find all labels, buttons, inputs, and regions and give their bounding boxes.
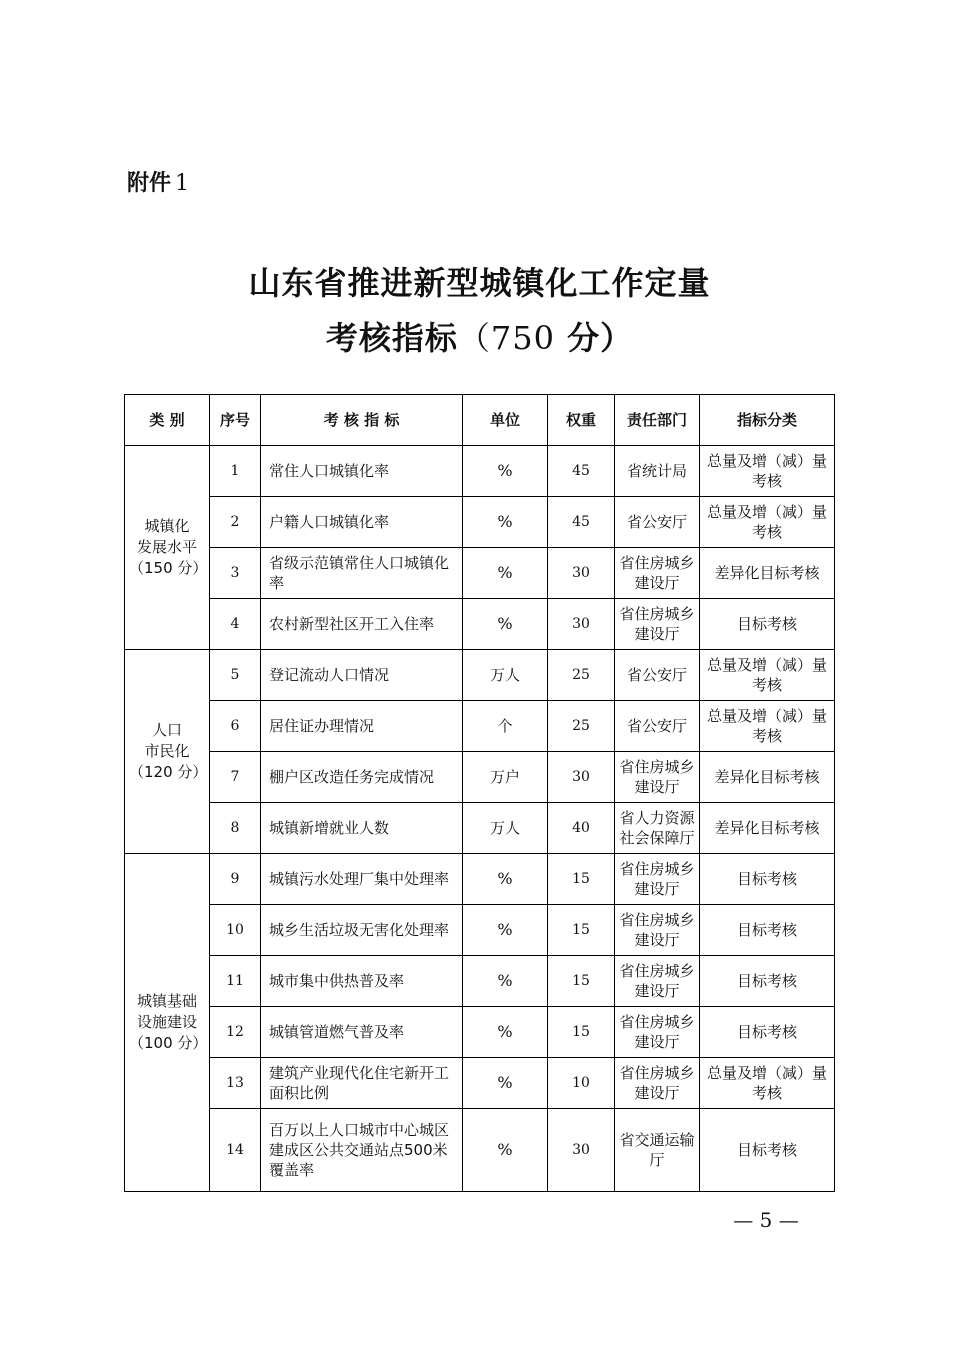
dept-cell: 省住房城乡建设厅 — [615, 599, 700, 650]
unit-cell: 万户 — [463, 752, 548, 803]
category-line: 人口 — [151, 721, 182, 739]
category-cell — [125, 650, 210, 854]
weight-cell: 30 — [548, 548, 615, 599]
page-number: — 5 — — [733, 1208, 799, 1232]
unit-cell: % — [463, 854, 548, 905]
unit-cell: % — [463, 599, 548, 650]
row-number: 13 — [210, 1058, 261, 1109]
indicator-name: 居住证办理情况 — [261, 701, 463, 752]
table-row — [125, 446, 835, 497]
row-number: 5 — [210, 650, 261, 701]
indicator-name: 农村新型社区开工入住率 — [261, 599, 463, 650]
row-number: 9 — [210, 854, 261, 905]
table-row — [125, 1007, 835, 1058]
table-header-row — [125, 395, 835, 446]
table-row — [125, 1109, 835, 1192]
weight-cell: 15 — [548, 905, 615, 956]
type-cell: 差异化目标考核 — [700, 803, 835, 854]
table-row — [125, 548, 835, 599]
row-number: 11 — [210, 956, 261, 1007]
dept-cell: 省交通运输厅 — [615, 1109, 700, 1192]
row-number: 4 — [210, 599, 261, 650]
weight-cell: 30 — [548, 599, 615, 650]
dept-cell: 省住房城乡建设厅 — [615, 905, 700, 956]
header-dept: 责任部门 — [615, 395, 700, 446]
page-title-line1: 山东省推进新型城镇化工作定量 — [248, 264, 711, 302]
type-cell: 总量及增（减）量考核 — [700, 1058, 835, 1109]
type-cell: 总量及增（减）量考核 — [700, 497, 835, 548]
type-cell: 目标考核 — [700, 854, 835, 905]
weight-cell: 30 — [548, 752, 615, 803]
indicator-name: 登记流动人口情况 — [261, 650, 463, 701]
table-row — [125, 854, 835, 905]
header-type: 指标分类 — [700, 395, 835, 446]
indicator-name: 城镇污水处理厂集中处理率 — [261, 854, 463, 905]
indicator-name: 棚户区改造任务完成情况 — [261, 752, 463, 803]
unit-cell: % — [463, 446, 548, 497]
weight-cell: 45 — [548, 446, 615, 497]
type-cell: 目标考核 — [700, 1109, 835, 1192]
category-line: （150 分） — [129, 559, 208, 577]
table-row — [125, 599, 835, 650]
weight-cell: 15 — [548, 854, 615, 905]
category-line: 城镇化 — [144, 517, 190, 535]
weight-cell: 30 — [548, 1109, 615, 1192]
category-line: 市民化 — [144, 742, 190, 760]
category-cell — [125, 854, 210, 1192]
table-row — [125, 701, 835, 752]
weight-cell: 25 — [548, 650, 615, 701]
attachment-number: 1 — [175, 171, 190, 196]
category-line: 发展水平 — [136, 538, 197, 556]
dept-cell: 省住房城乡建设厅 — [615, 1007, 700, 1058]
unit-cell: % — [463, 1109, 548, 1192]
header-category: 类 别 — [125, 395, 210, 446]
attachment-text: 附件 — [127, 171, 172, 196]
indicator-name: 城镇管道燃气普及率 — [261, 1007, 463, 1058]
category-line: 城镇基础 — [136, 992, 197, 1010]
indicator-name: 城乡生活垃圾无害化处理率 — [261, 905, 463, 956]
row-number: 7 — [210, 752, 261, 803]
type-cell: 差异化目标考核 — [700, 548, 835, 599]
type-cell: 总量及增（减）量考核 — [700, 446, 835, 497]
type-cell: 总量及增（减）量考核 — [700, 650, 835, 701]
dept-cell: 省统计局 — [615, 446, 700, 497]
unit-cell: 万人 — [463, 803, 548, 854]
table-row — [125, 803, 835, 854]
table-row — [125, 956, 835, 1007]
dept-cell: 省住房城乡建设厅 — [615, 752, 700, 803]
indicator-name: 户籍人口城镇化率 — [261, 497, 463, 548]
row-number: 12 — [210, 1007, 261, 1058]
indicator-name: 城镇新增就业人数 — [261, 803, 463, 854]
weight-cell: 10 — [548, 1058, 615, 1109]
unit-cell: 万人 — [463, 650, 548, 701]
type-cell: 目标考核 — [700, 599, 835, 650]
indicator-name: 常住人口城镇化率 — [261, 446, 463, 497]
indicator-name: 省级示范镇常住人口城镇化率 — [261, 548, 463, 599]
table-row — [125, 650, 835, 701]
dept-cell: 省人力资源社会保障厅 — [615, 803, 700, 854]
row-number: 6 — [210, 701, 261, 752]
title-unit: 分） — [567, 319, 634, 357]
category-cell — [125, 446, 210, 650]
unit-cell: % — [463, 905, 548, 956]
weight-cell: 15 — [548, 1007, 615, 1058]
header-indicator: 考 核 指 标 — [261, 395, 463, 446]
category-line: （100 分） — [129, 1034, 208, 1052]
table-row — [125, 752, 835, 803]
title-main: 考核指标 — [325, 319, 458, 357]
dept-cell: 省住房城乡建设厅 — [615, 956, 700, 1007]
weight-cell: 45 — [548, 497, 615, 548]
dept-cell: 省公安厅 — [615, 497, 700, 548]
row-number: 1 — [210, 446, 261, 497]
type-cell: 差异化目标考核 — [700, 752, 835, 803]
category-line: （120 分） — [129, 763, 208, 781]
type-cell: 总量及增（减）量考核 — [700, 701, 835, 752]
unit-cell: 个 — [463, 701, 548, 752]
attachment-label — [127, 166, 189, 197]
row-number: 14 — [210, 1109, 261, 1192]
type-cell: 目标考核 — [700, 905, 835, 956]
dept-cell: 省住房城乡建设厅 — [615, 548, 700, 599]
category-line: 设施建设 — [136, 1013, 197, 1031]
dept-cell: 省住房城乡建设厅 — [615, 854, 700, 905]
indicator-table — [124, 394, 835, 1192]
indicator-name: 建筑产业现代化住宅新开工面积比例 — [261, 1058, 463, 1109]
unit-cell: % — [463, 548, 548, 599]
weight-cell: 25 — [548, 701, 615, 752]
unit-cell: % — [463, 1007, 548, 1058]
row-number: 8 — [210, 803, 261, 854]
indicator-name: 城市集中供热普及率 — [261, 956, 463, 1007]
row-number: 3 — [210, 548, 261, 599]
unit-cell: % — [463, 1058, 548, 1109]
type-cell: 目标考核 — [700, 956, 835, 1007]
page-title-line2 — [0, 313, 959, 359]
weight-cell: 40 — [548, 803, 615, 854]
type-cell: 目标考核 — [700, 1007, 835, 1058]
row-number: 2 — [210, 497, 261, 548]
table-row — [125, 1058, 835, 1109]
dept-cell: 省公安厅 — [615, 701, 700, 752]
header-weight: 权重 — [548, 395, 615, 446]
dept-cell: 省公安厅 — [615, 650, 700, 701]
table-row — [125, 497, 835, 548]
header-no: 序号 — [210, 395, 261, 446]
unit-cell: % — [463, 956, 548, 1007]
table-row — [125, 905, 835, 956]
header-unit: 单位 — [463, 395, 548, 446]
weight-cell: 15 — [548, 956, 615, 1007]
dept-cell: 省住房城乡建设厅 — [615, 1058, 700, 1109]
indicator-name: 百万以上人口城市中心城区建成区公共交通站点500米覆盖率 — [261, 1109, 463, 1192]
title-score: （750 — [457, 319, 555, 357]
row-number: 10 — [210, 905, 261, 956]
unit-cell: % — [463, 497, 548, 548]
